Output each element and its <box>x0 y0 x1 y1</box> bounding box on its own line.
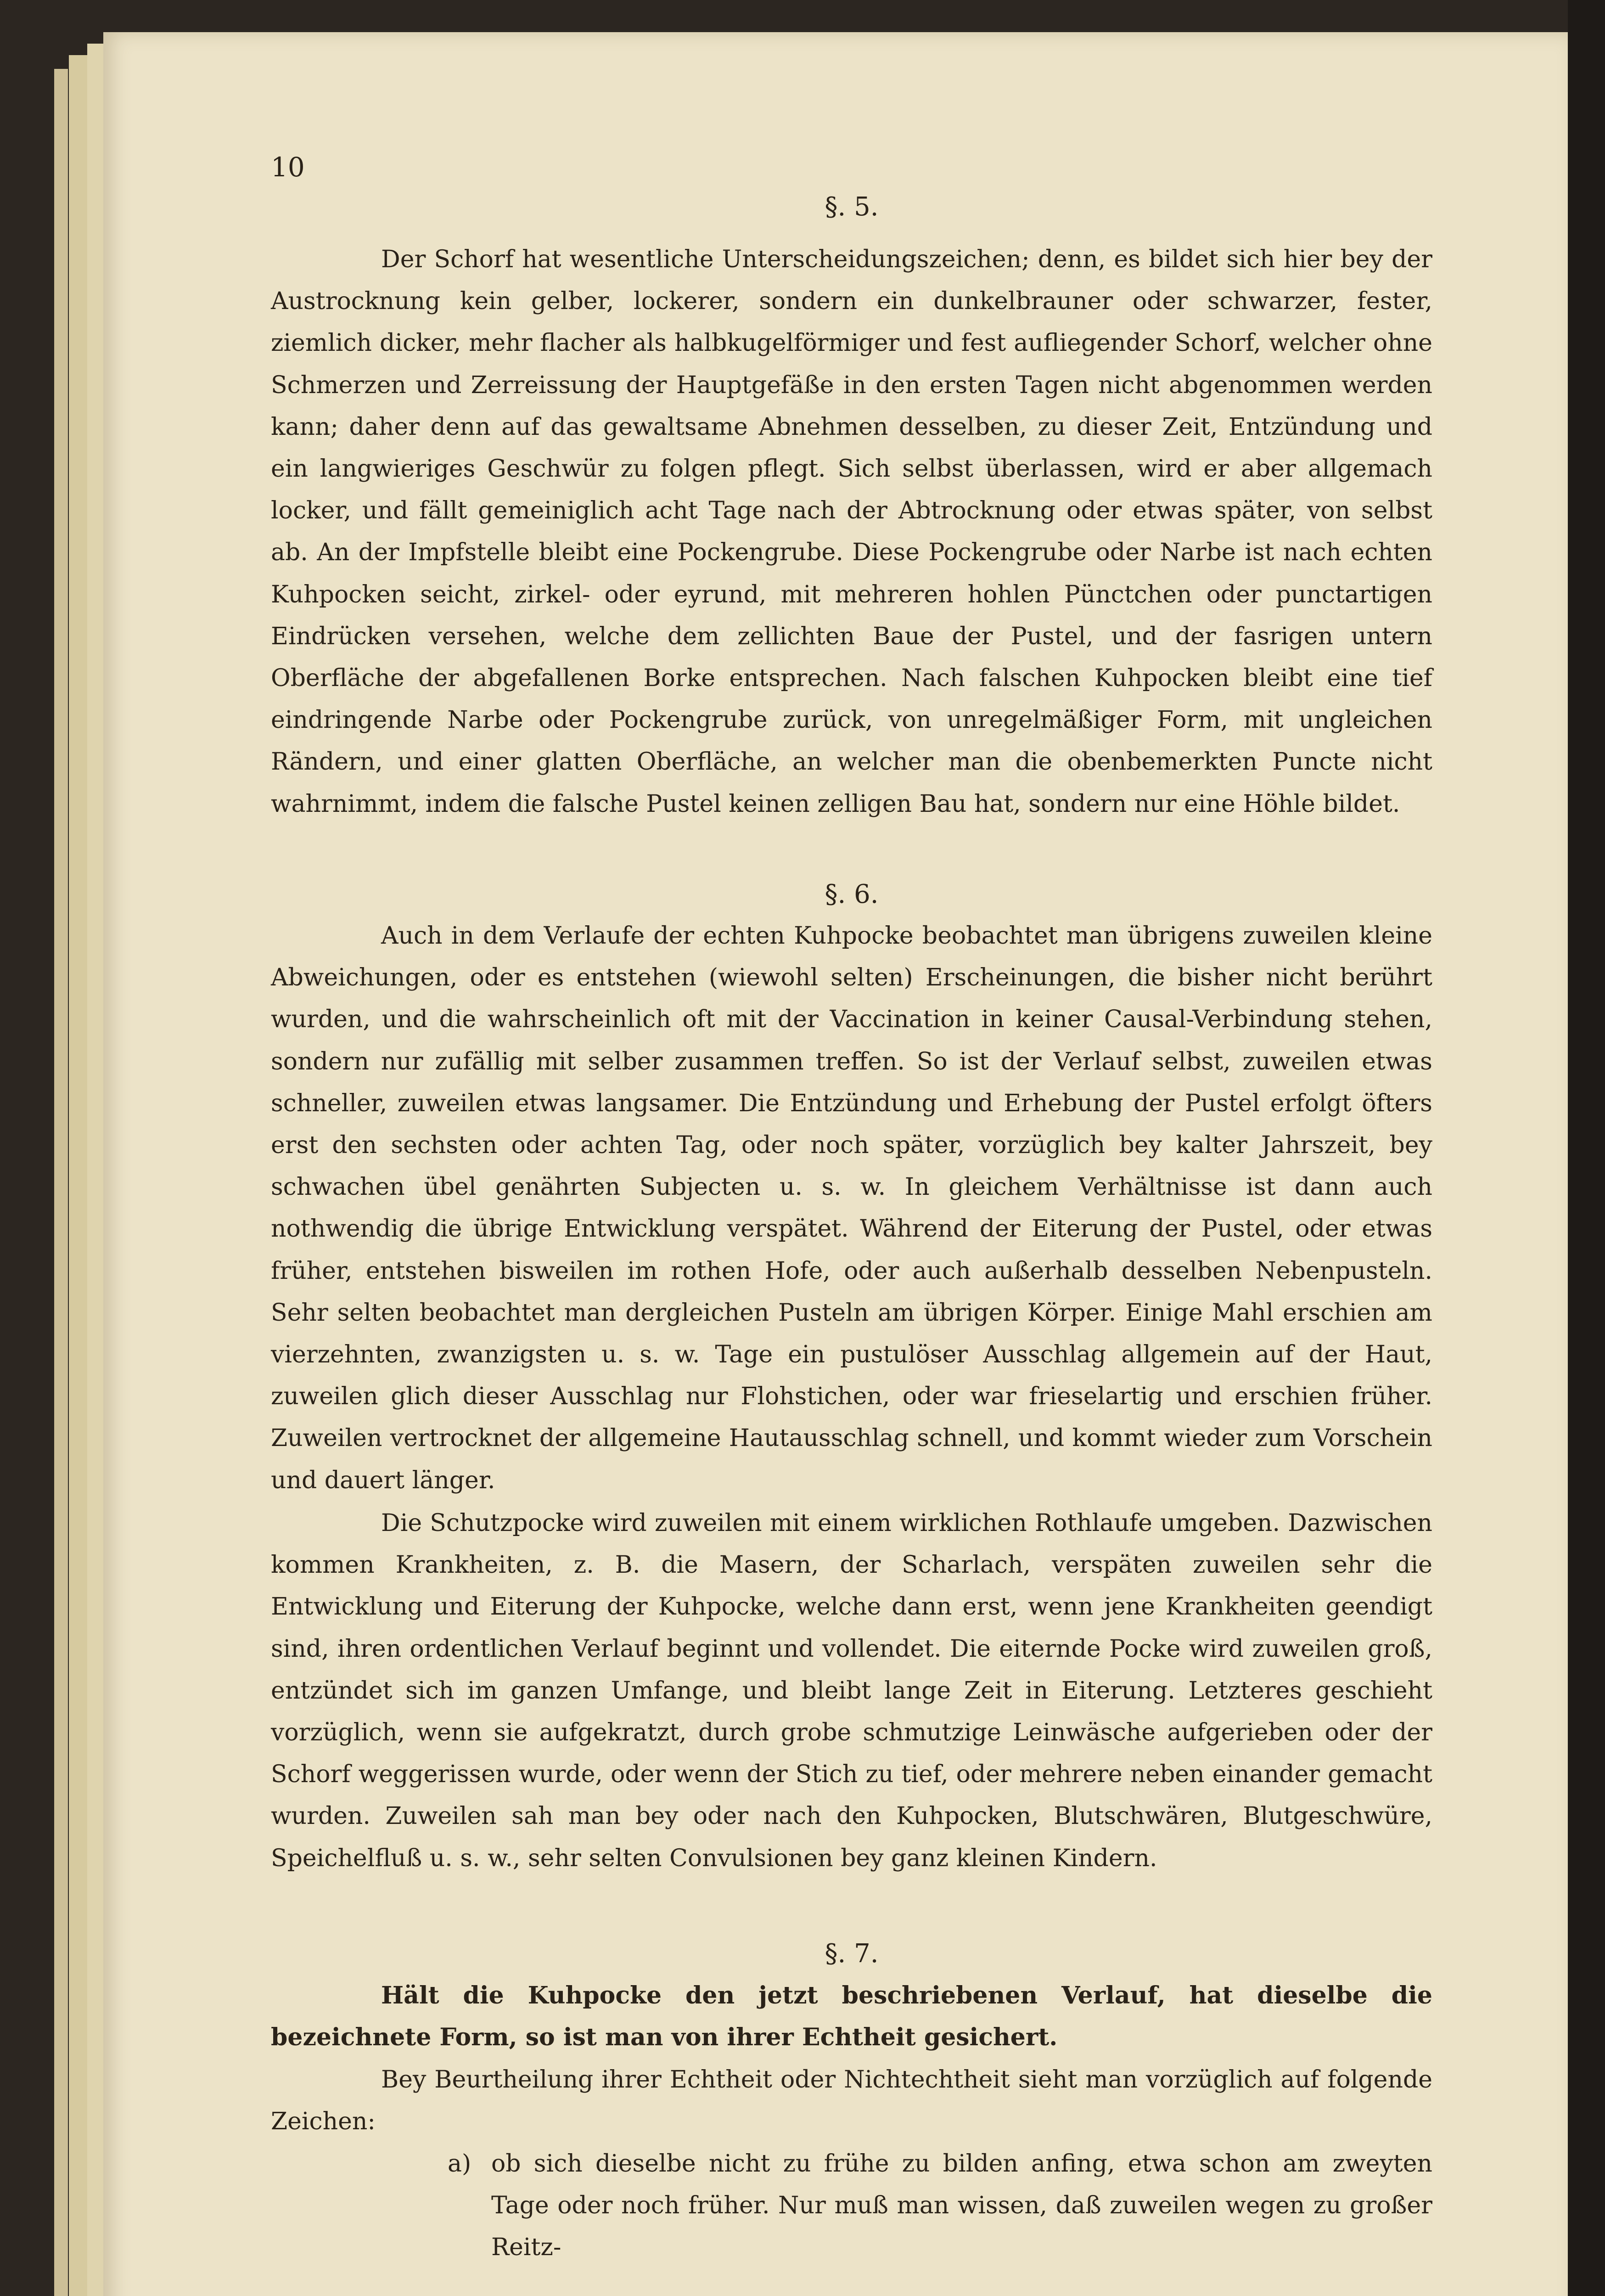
paragraph-6-1: Auch in dem Verlaufe der echten Kuhpocke beobachtet man übrigens zuweilen kleine Abweichungen, oder es entstehen (wiewohl selten) Erscheinungen, die bisher nicht berührt wurden, und die wahrscheinlich oft mit der Vaccination in keiner Causal-Verbindung stehen, sondern nur zufällig mit selber zusammen treffen. So ist der Verlauf selbst, zuweilen etwas schneller, zuweilen etwas langsamer. Die Entzündung und Erhebung der Pustel erfolgt öfters erst den sechsten oder achten Tag, oder noch später, vorzüglich bey kalter Jahrszeit, bey schwachen übel genährten Subjecten u. s. w. In gleichem Verhältnisse ist dann auch nothwendig die übrige Entwicklung verspätet. Während der Eiterung der Pustel, oder etwas früher, entstehen bisweilen im rothen Hofe, oder auch außerhalb desselben Nebenpusteln. Sehr selten beobachtet man dergleichen Pusteln am übrigen Körper. Einige Mahl erschien am vierzehnten, zwanzigsten u. s. w. Tage ein pustulöser Ausschlag allgemein auf der Haut, zuweilen glich dieser Ausschlag nur Flohstichen, oder war frieselartig und erschien früher. Zuweilen vertrocknet der allgemeine Hautausschlag schnell, und kommt wieder zum Vorschein und dauert länger. <box>271 922 1432 1494</box>
list-marker: a) <box>448 2150 471 2178</box>
page-edge <box>87 44 103 2296</box>
paragraph-6-2: Die Schutzpocke wird zuweilen mit einem wirklichen Rothlaufe umgeben. Dazwischen kommen Krankheiten, z. B. die Masern, der Scharlach, verspäten zuweilen sehr die Entwicklung und Eiterung der Kuhpocke, welche dann erst, wenn jene Krankheiten geendigt sind, ihren ordentlichen Verlauf beginnt und vollendet. Die eiternde Pocke wird zuweilen groß, entzündet sich im ganzen Umfange, und bleibt lange Zeit in Eiterung. Letzteres geschieht vorzüglich, wenn sie aufgekratzt, durch grobe schmutzige Leinwäsche aufgerieben oder der Schorf weggerissen wurde, oder wenn der Stich zu tief, oder mehrere neben einander gemacht wurden. Zuweilen sah man bey oder nach den Kuhpocken, Blutschwären, Blutgeschwüre, Speichelfluß u. s. w., sehr selten Convulsionen bey ganz kleinen Kindern. <box>271 1509 1432 1872</box>
list-item-text: ob sich dieselbe nicht zu frühe zu bilden anfing, etwa schon am zweyten Tage oder noch früher. Nur muß man wissen, daß zuweilen wegen zu großer Reitz- <box>491 2150 1432 2262</box>
page-edge <box>54 69 68 2296</box>
paragraph-7-1: Hält die Kuhpocke den jetzt beschriebenen Verlauf, hat dieselbe die bezeichnete Form, so ist man von ihrer Echtheit gesichert. <box>271 1981 1432 2052</box>
page-edge <box>69 55 87 2296</box>
paragraph-5-1: Der Schorf hat wesentliche Unterscheidungszeichen; denn, es bildet sich hier bey der Austrocknung kein gelber, lockerer, sondern ein dunkelbrauner oder schwarzer, fester, ziemlich dicker, mehr flacher als halbkugelförmiger und fest aufliegender Schorf, welcher ohne Schmerzen und Zerreissung der Hauptgefäße in den ersten Tagen nicht abgenommen werden kann; daher denn auf das gewaltsame Abnehmen desselben, zu dieser Zeit, Entzündung und ein langwieriges Geschwür zu folgen pflegt. Sich selbst überlassen, wird er aber allgemach locker, und fällt gemeiniglich acht Tage nach der Abtrocknung oder etwas später, von selbst ab. An der Impfstelle bleibt eine Pockengrube. Diese Pockengrube oder Narbe ist nach echten Kuhpocken seicht, zirkel- oder eyrund, mit mehreren hohlen Pünctchen oder punctartigen Eindrücken versehen, welche dem zellichten Baue der Pustel, und der fasrigen untern Oberfläche der abgefallenen Borke entsprechen. Nach falschen Kuhpocken bleibt eine tief eindringende Narbe oder Pockengrube zurück, von unregelmäßiger Form, mit ungleichen Rändern, und einer glatten Oberfläche, an welcher man die obenbemerkten Puncte nicht wahrnimmt, indem die falsche Pustel keinen zelligen Bau hat, sondern nur eine Höhle bildet. <box>271 246 1432 818</box>
section-heading-5: §. 5. <box>825 192 879 222</box>
section-heading-7: §. 7. <box>825 1939 879 1969</box>
paragraph-7-2: Bey Beurtheilung ihrer Echtheit oder Nichtechtheit sieht man vorzüglich auf folgende Zeichen: <box>271 2066 1432 2136</box>
list-item-a <box>271 2143 1432 2269</box>
section-heading-6: §. 6. <box>825 879 879 909</box>
dark-border <box>1568 0 1605 2296</box>
page-number: 10 <box>271 152 305 183</box>
